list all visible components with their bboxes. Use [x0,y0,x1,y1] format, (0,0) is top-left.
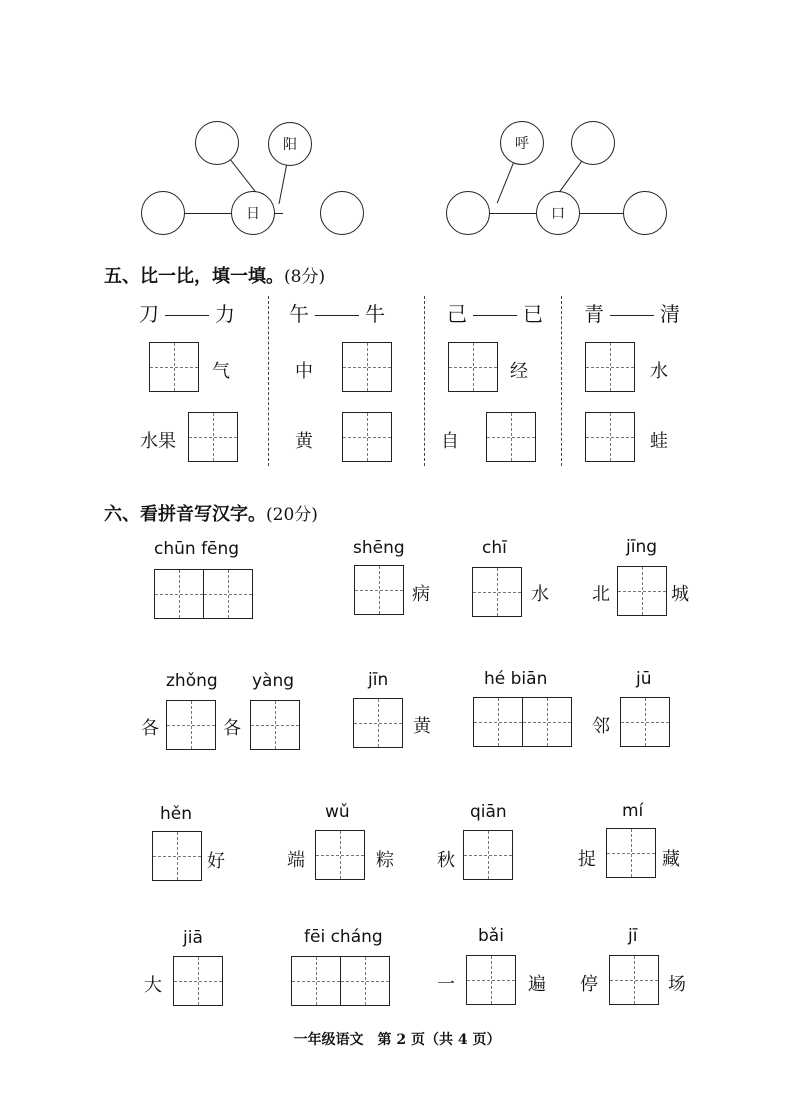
tian-grid[interactable] [472,567,522,617]
compare-pair-2 [289,298,385,327]
tian-grid[interactable] [354,565,404,615]
word-char: 水 [650,361,668,382]
column-divider [424,296,425,466]
word-char: 邻 [592,716,610,737]
tian-grid[interactable] [522,697,572,747]
tian-grid[interactable] [585,412,635,462]
tian-grid[interactable] [609,955,659,1005]
circle-top-left: 呼 [500,121,544,165]
word-char: 北 [592,584,610,605]
compare-pair-4 [584,298,680,327]
pinyin: jīng [626,537,658,557]
section6-title-text: 六、看拼音写汉字。 [104,504,266,525]
word-char: 水 [531,584,549,605]
circle-right[interactable] [320,191,364,235]
word-char: 秋 [437,850,455,871]
tian-grid[interactable] [149,342,199,392]
word-char: 场 [668,974,686,995]
circle-right[interactable] [623,191,667,235]
pinyin: zhǒng [166,671,218,691]
pinyin: chī [482,538,507,558]
word-char: 水果 [140,431,176,452]
pinyin: shēng [353,538,405,558]
pair-char: 清 [660,302,680,326]
tian-grid[interactable] [188,412,238,462]
tian-grid[interactable] [463,830,513,880]
pair-char: 牛 [365,302,385,326]
circle-left[interactable] [446,191,490,235]
pair-char: 刀 [139,302,159,326]
tian-grid[interactable] [250,700,300,750]
section5-title-text: 五、比一比，填一填。 [104,266,284,287]
tian-grid[interactable] [585,342,635,392]
tian-grid[interactable] [173,956,223,1006]
section6-score: (20分) [266,505,318,525]
tian-grid[interactable] [473,697,523,747]
tian-grid[interactable] [203,569,253,619]
tian-grid[interactable] [448,342,498,392]
tian-grid[interactable] [166,700,216,750]
circle-center: 口 [536,191,580,235]
tian-grid[interactable] [340,956,390,1006]
word-char: 自 [441,431,459,452]
tian-grid[interactable] [342,412,392,462]
word-char: 捉 [578,849,596,870]
word-char: 好 [207,851,225,872]
word-char: 藏 [662,849,680,870]
circle-left[interactable] [141,191,185,235]
section5-score: (8分) [284,267,326,287]
word-char: 端 [287,850,305,871]
compare-pair-1 [139,298,235,327]
word-char: 停 [580,974,598,995]
pinyin: jī [628,926,638,946]
compare-pair-3 [447,298,543,327]
tian-grid[interactable] [466,955,516,1005]
word-char: 一 [437,974,455,995]
pinyin: chūn fēng [154,539,240,559]
section6-title [104,500,318,526]
pair-char: 己 [447,302,467,326]
word-char: 大 [144,975,162,996]
tian-grid[interactable] [486,412,536,462]
word-char: 城 [671,584,689,605]
pinyin: fēi cháng [304,927,383,947]
pinyin: mí [622,801,644,821]
tian-grid[interactable] [606,828,656,878]
word-char: 黄 [413,716,431,737]
word-char: 粽 [376,850,394,871]
word-char: 病 [412,584,430,605]
tian-grid[interactable] [620,697,670,747]
word-char: 中 [295,361,313,382]
pinyin: qiān [470,802,507,822]
column-divider [561,296,562,466]
word-char: 黄 [295,431,313,452]
pinyin: yàng [252,671,295,691]
tian-grid[interactable] [342,342,392,392]
pinyin: hé biān [484,669,548,689]
word-char: 各 [141,718,159,739]
pinyin: jū [636,669,652,689]
tian-grid[interactable] [315,830,365,880]
pair-char: 青 [584,302,604,326]
tian-grid[interactable] [154,569,204,619]
tian-grid[interactable] [617,566,667,616]
word-char: 各 [223,718,241,739]
pinyin: hěn [160,804,193,824]
circle-top-right[interactable] [571,121,615,165]
circle-center: 日 [231,191,275,235]
circle-top-right: 阳 [268,122,312,166]
tian-grid[interactable] [291,956,341,1006]
section5-title [104,262,325,288]
column-divider [268,296,269,466]
circle-top-left[interactable] [195,121,239,165]
page-footer: 一年级语文 第 2 页（共 4 页） [293,1032,501,1048]
pair-char: 力 [215,302,235,326]
pair-char: 已 [523,302,543,326]
pinyin: wǔ [325,802,350,822]
tian-grid[interactable] [353,698,403,748]
tian-grid[interactable] [152,831,202,881]
word-char: 气 [212,361,230,382]
pair-char: 午 [289,302,309,326]
pinyin: jiā [183,928,203,948]
pinyin: jīn [368,670,389,690]
pinyin: bǎi [478,926,504,946]
word-char: 经 [510,361,528,382]
word-char: 蛙 [650,431,668,452]
word-char: 遍 [528,974,546,995]
